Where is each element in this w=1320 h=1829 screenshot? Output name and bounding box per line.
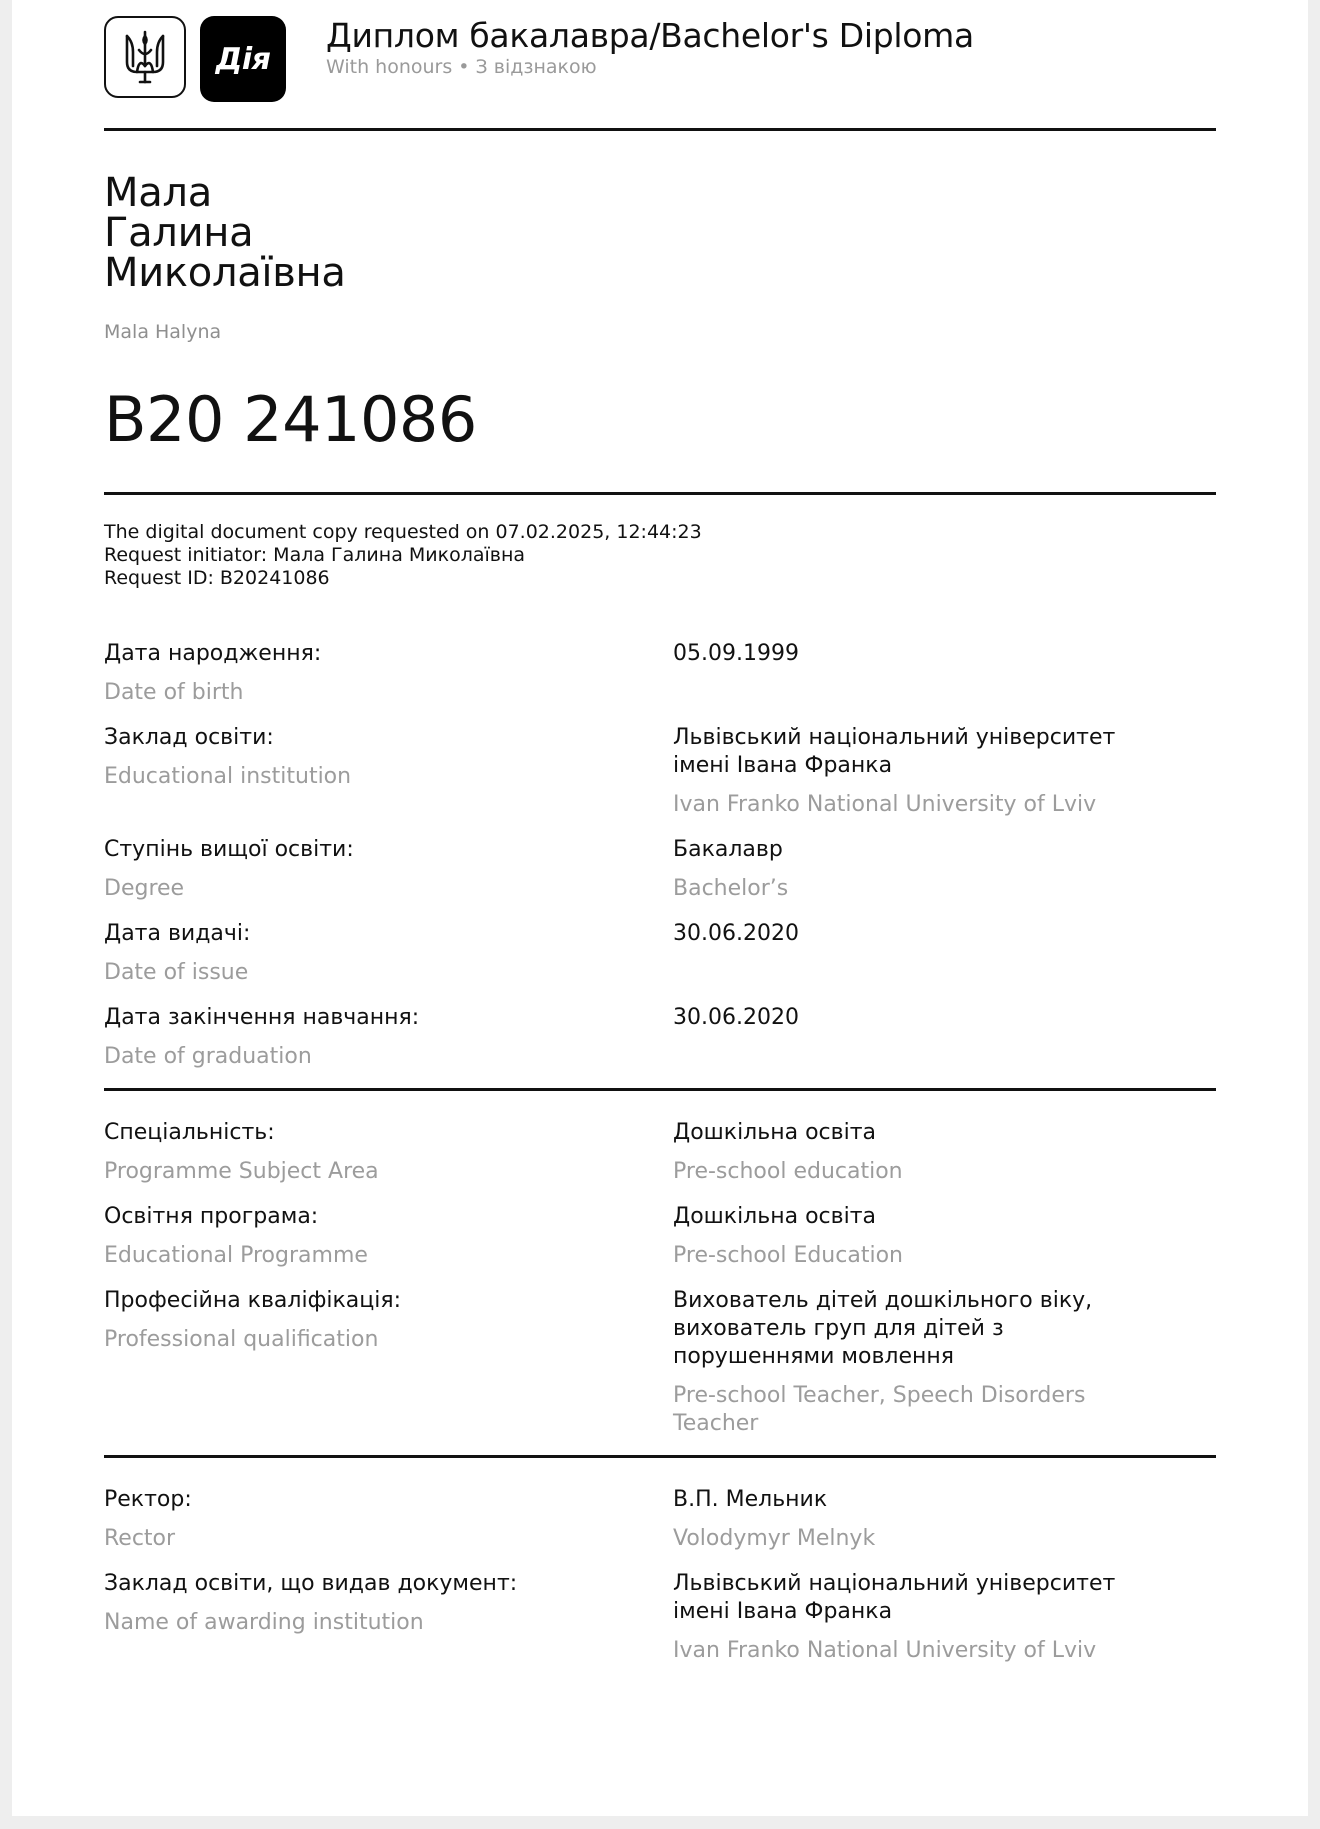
field-label-uk: Заклад освіти, що видав документ: bbox=[104, 1571, 518, 1596]
field-label-en: Date of issue bbox=[104, 960, 249, 985]
field-value-uk-line: 30.06.2020 bbox=[673, 921, 799, 946]
field-value-en bbox=[673, 1637, 1216, 1665]
field-label-en: Professional qualification bbox=[104, 1327, 379, 1352]
request-initiator-line: Request initiator: Мала Галина Миколаївна bbox=[104, 544, 526, 566]
divider bbox=[104, 128, 1216, 131]
field-label-column bbox=[104, 1119, 673, 1186]
field-value-column bbox=[673, 920, 1216, 948]
field-label-uk: Ректор: bbox=[104, 1487, 192, 1512]
field-value-uk-line: 05.09.1999 bbox=[673, 641, 799, 666]
field-value-column bbox=[673, 724, 1216, 819]
field-label-column bbox=[104, 920, 673, 987]
field-value-en-line: Pre-school Education bbox=[673, 1243, 903, 1268]
field-value-uk-line: імені Івана Франка bbox=[673, 753, 893, 778]
field-value-column bbox=[673, 640, 1216, 668]
field-value-uk bbox=[673, 1486, 1216, 1514]
field-value-en bbox=[673, 1158, 1216, 1186]
field-value-uk bbox=[673, 920, 1216, 948]
field-value-en bbox=[673, 1242, 1216, 1270]
field-value-en bbox=[673, 875, 1216, 903]
document-content bbox=[104, 16, 1216, 1682]
field-value-uk bbox=[673, 640, 1216, 668]
field-value-en-line: Volodymyr Melnyk bbox=[673, 1526, 876, 1551]
field-value-uk bbox=[673, 1570, 1216, 1626]
field-label-column bbox=[104, 1570, 673, 1637]
field-label-uk: Освітня програма: bbox=[104, 1204, 319, 1229]
request-id-line: Request ID: B20241086 bbox=[104, 567, 330, 589]
document-title: Диплом бакалавра/Bachelor's Diploma bbox=[326, 16, 974, 55]
field-value-uk-line: Бакалавр bbox=[673, 837, 783, 862]
field-value-en-line: Ivan Franko National University of Lviv bbox=[673, 792, 1097, 817]
holder-surname: Мала bbox=[104, 170, 212, 216]
field-value-uk bbox=[673, 724, 1216, 780]
field-value-uk-line: Львівський національний університет bbox=[673, 725, 1116, 750]
field-label-en: Educational institution bbox=[104, 764, 352, 789]
field-value-column bbox=[673, 1570, 1216, 1665]
field-label-column bbox=[104, 1203, 673, 1270]
field-row bbox=[104, 1570, 1216, 1665]
field-value-column bbox=[673, 1004, 1216, 1032]
request-date-line: The digital document copy requested on 07.02.2025, 12:44:23 bbox=[104, 521, 702, 543]
field-value-uk-line: вихователь груп для дітей з bbox=[673, 1316, 1004, 1341]
field-row bbox=[104, 1119, 1216, 1186]
field-label-en: Rector bbox=[104, 1526, 176, 1551]
divider bbox=[104, 1088, 1216, 1091]
field-label-uk: Професійна кваліфікація: bbox=[104, 1288, 402, 1313]
field-value-en bbox=[673, 1382, 1216, 1438]
field-label-uk: Спеціальність: bbox=[104, 1120, 275, 1145]
field-value-en-line: Bachelor’s bbox=[673, 876, 789, 901]
field-value-en-line: Pre-school Teacher, Speech Disorders bbox=[673, 1383, 1086, 1408]
holder-latin-name: Mala Halyna bbox=[104, 321, 222, 343]
field-row bbox=[104, 724, 1216, 819]
field-value-en bbox=[673, 791, 1216, 819]
field-value-uk-line: порушеннями мовлення bbox=[673, 1344, 955, 1369]
holder-full-name bbox=[104, 170, 1216, 296]
field-value-en-line: Pre-school education bbox=[673, 1159, 903, 1184]
field-value-uk-line: Вихователь дітей дошкільного віку, bbox=[673, 1288, 1093, 1313]
holder-given-name: Галина bbox=[104, 210, 254, 256]
field-value-column bbox=[673, 1119, 1216, 1186]
field-row bbox=[104, 836, 1216, 903]
holder-patronymic: Миколаївна bbox=[104, 250, 346, 296]
field-value-en-line: Teacher bbox=[673, 1411, 759, 1436]
field-label-column bbox=[104, 1004, 673, 1071]
request-info bbox=[104, 521, 1216, 590]
field-label-column bbox=[104, 724, 673, 791]
field-value-uk bbox=[673, 1004, 1216, 1032]
field-label-en: Date of graduation bbox=[104, 1044, 312, 1069]
fields-section-1 bbox=[104, 640, 1216, 1071]
field-row bbox=[104, 920, 1216, 987]
field-label-en: Educational Programme bbox=[104, 1243, 368, 1268]
trident-icon-svg bbox=[123, 28, 167, 86]
field-label-en: Name of awarding institution bbox=[104, 1610, 424, 1635]
field-value-en bbox=[673, 1525, 1216, 1553]
field-value-uk bbox=[673, 836, 1216, 864]
field-value-uk bbox=[673, 1203, 1216, 1231]
field-row bbox=[104, 1203, 1216, 1270]
field-value-uk-line: В.П. Мельник bbox=[673, 1487, 828, 1512]
field-value-en-line: Ivan Franko National University of Lviv bbox=[673, 1638, 1097, 1663]
field-value-column bbox=[673, 1203, 1216, 1270]
field-label-en: Degree bbox=[104, 876, 185, 901]
field-value-uk-line: Львівський національний університет bbox=[673, 1571, 1116, 1596]
field-label-column bbox=[104, 1287, 673, 1354]
field-value-uk-line: Дошкільна освіта bbox=[673, 1204, 876, 1229]
field-value-uk-line: Дошкільна освіта bbox=[673, 1120, 876, 1145]
fields-section-3 bbox=[104, 1486, 1216, 1665]
field-label-uk: Ступінь вищої освіти: bbox=[104, 837, 354, 862]
field-label-column bbox=[104, 640, 673, 707]
field-value-uk bbox=[673, 1119, 1216, 1147]
field-label-en: Date of birth bbox=[104, 680, 244, 705]
field-label-uk: Заклад освіти: bbox=[104, 725, 274, 750]
field-row bbox=[104, 1287, 1216, 1438]
field-row bbox=[104, 1004, 1216, 1071]
header-text bbox=[326, 16, 974, 78]
field-row bbox=[104, 640, 1216, 707]
field-value-column bbox=[673, 836, 1216, 903]
diia-logo: Дія bbox=[200, 16, 286, 102]
fields-section-2 bbox=[104, 1119, 1216, 1438]
field-value-uk-line: імені Івана Франка bbox=[673, 1599, 893, 1624]
field-label-uk: Дата видачі: bbox=[104, 921, 251, 946]
document-subtitle: With honours • З відзнакою bbox=[326, 56, 597, 78]
document-number: B20 241086 bbox=[104, 383, 477, 456]
field-row bbox=[104, 1486, 1216, 1553]
field-value-column bbox=[673, 1486, 1216, 1553]
field-label-uk: Дата закінчення навчання: bbox=[104, 1005, 420, 1030]
document-header bbox=[104, 16, 1216, 102]
divider bbox=[104, 1455, 1216, 1458]
field-label-column bbox=[104, 1486, 673, 1553]
field-label-column bbox=[104, 836, 673, 903]
document-page bbox=[12, 0, 1308, 1816]
field-label-uk: Дата народження: bbox=[104, 641, 322, 666]
field-value-column bbox=[673, 1287, 1216, 1438]
divider bbox=[104, 492, 1216, 495]
field-value-uk bbox=[673, 1287, 1216, 1371]
field-label-en: Programme Subject Area bbox=[104, 1159, 379, 1184]
trident-icon bbox=[104, 16, 186, 98]
field-value-uk-line: 30.06.2020 bbox=[673, 1005, 799, 1030]
